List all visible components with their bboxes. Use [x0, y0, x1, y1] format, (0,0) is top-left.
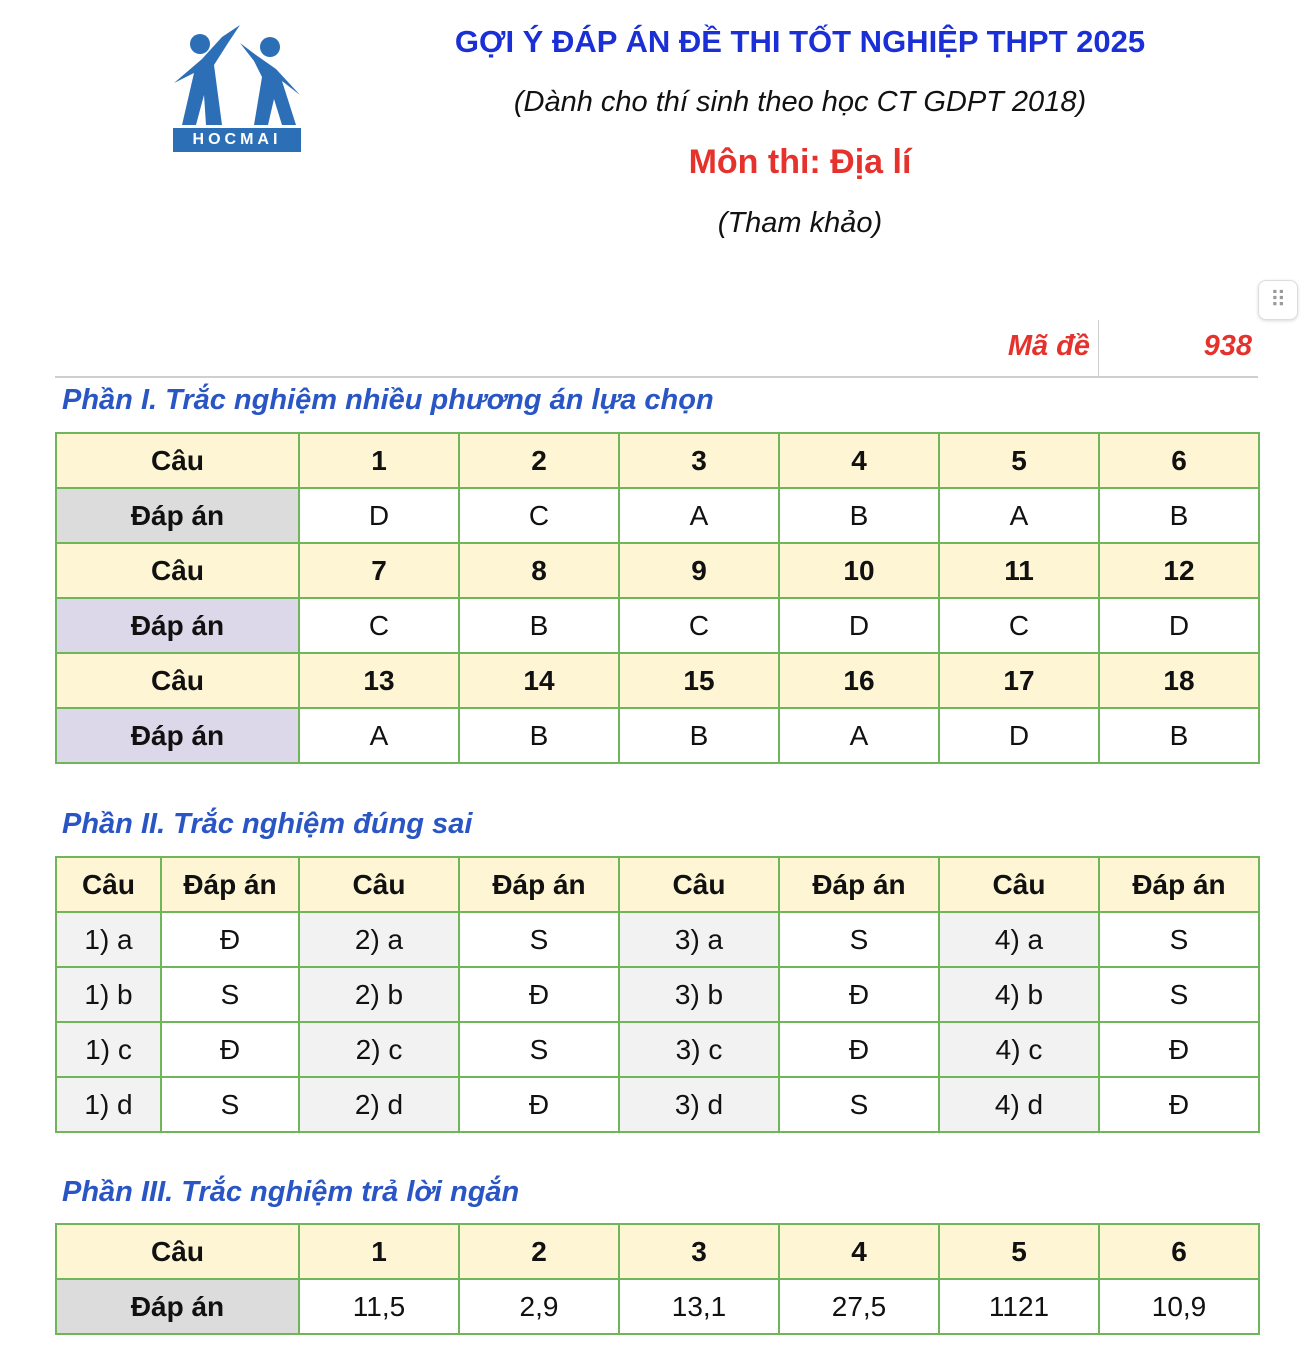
question-number: 2	[459, 433, 619, 488]
question-number: 6	[1099, 433, 1259, 488]
exam-code-row	[55, 320, 1258, 378]
header-cell: Câu	[56, 433, 299, 488]
answer-cell: Đ	[459, 1077, 619, 1132]
question-cell: 3) b	[619, 967, 779, 1022]
question-number: 5	[939, 433, 1099, 488]
answer-cell: 11,5	[299, 1279, 459, 1334]
header-cell: Câu	[56, 653, 299, 708]
answer-cell: D	[299, 488, 459, 543]
table-row	[56, 967, 1259, 1022]
answer-cell: Đ	[1099, 1022, 1259, 1077]
question-number: 3	[619, 1224, 779, 1279]
question-number: 11	[939, 543, 1099, 598]
part2-title: Phần II. Trắc nghiệm đúng sai	[62, 808, 473, 840]
answer-label: Đáp án	[56, 488, 299, 543]
header-cell: Câu	[299, 857, 459, 912]
question-cell: 4) c	[939, 1022, 1099, 1077]
answer-label: Đáp án	[56, 1279, 299, 1334]
table-row	[56, 488, 1259, 543]
question-number: 13	[299, 653, 459, 708]
answer-cell: Đ	[1099, 1077, 1259, 1132]
header-cell: Đáp án	[459, 857, 619, 912]
header-cell: Câu	[619, 857, 779, 912]
answer-cell: C	[619, 598, 779, 653]
question-number: 4	[779, 433, 939, 488]
question-cell: 1) d	[56, 1077, 161, 1132]
answer-cell: 13,1	[619, 1279, 779, 1334]
question-cell: 4) b	[939, 967, 1099, 1022]
answer-cell: B	[779, 488, 939, 543]
answer-cell: 27,5	[779, 1279, 939, 1334]
part3-title: Phần III. Trắc nghiệm trả lời ngắn	[62, 1176, 520, 1208]
answer-cell: S	[779, 912, 939, 967]
exam-code-label: Mã đề	[1007, 330, 1090, 362]
question-number: 3	[619, 433, 779, 488]
answer-label: Đáp án	[56, 598, 299, 653]
grip-dots-icon[interactable]: ⠿	[1258, 280, 1298, 320]
header-cell: Đáp án	[161, 857, 299, 912]
part1-table	[55, 432, 1260, 764]
reference-note: (Tham khảo)	[717, 207, 883, 239]
question-number: 2	[459, 1224, 619, 1279]
question-cell: 2) a	[299, 912, 459, 967]
answer-cell: A	[939, 488, 1099, 543]
header-cell: Câu	[56, 857, 161, 912]
answer-cell: S	[1099, 967, 1259, 1022]
question-cell: 1) a	[56, 912, 161, 967]
header-cell: Đáp án	[779, 857, 939, 912]
answer-cell: S	[161, 1077, 299, 1132]
table-row	[56, 543, 1259, 598]
question-number: 18	[1099, 653, 1259, 708]
question-number: 1	[299, 1224, 459, 1279]
question-number: 10	[779, 543, 939, 598]
table-row	[56, 1022, 1259, 1077]
answer-cell: A	[619, 488, 779, 543]
question-number: 14	[459, 653, 619, 708]
logo-text: HOCMAI	[173, 128, 301, 152]
header-cell: Câu	[56, 543, 299, 598]
question-number: 7	[299, 543, 459, 598]
answer-cell: A	[299, 708, 459, 763]
table-row	[56, 1279, 1259, 1334]
exam-code-value: 938	[1203, 330, 1252, 362]
answer-cell: S	[459, 1022, 619, 1077]
answer-cell: 2,9	[459, 1279, 619, 1334]
answer-cell: D	[1099, 598, 1259, 653]
table-row	[56, 1224, 1259, 1279]
answer-cell: S	[459, 912, 619, 967]
header-cell: Đáp án	[1099, 857, 1259, 912]
question-number: 8	[459, 543, 619, 598]
question-number: 15	[619, 653, 779, 708]
table-row	[56, 708, 1259, 763]
answer-cell: Đ	[779, 1022, 939, 1077]
page-subtitle: (Dành cho thí sinh theo học CT GDPT 2018)	[513, 86, 1087, 118]
table-row	[56, 653, 1259, 708]
question-cell: 4) a	[939, 912, 1099, 967]
answer-cell: 10,9	[1099, 1279, 1259, 1334]
answer-cell: B	[459, 598, 619, 653]
header-cell: Câu	[56, 1224, 299, 1279]
question-cell: 3) c	[619, 1022, 779, 1077]
divider	[1098, 320, 1099, 376]
question-number: 16	[779, 653, 939, 708]
question-number: 1	[299, 433, 459, 488]
page-title: GỢI Ý ĐÁP ÁN ĐỀ THI TỐT NGHIỆP THPT 2025	[454, 24, 1146, 59]
answer-cell: C	[299, 598, 459, 653]
answer-cell: D	[939, 708, 1099, 763]
answer-cell: Đ	[459, 967, 619, 1022]
question-number: 9	[619, 543, 779, 598]
subject-title: Môn thi: Địa lí	[688, 143, 912, 181]
table-row	[56, 433, 1259, 488]
answer-label: Đáp án	[56, 708, 299, 763]
answer-cell: B	[1099, 488, 1259, 543]
part2-table	[55, 856, 1260, 1133]
answer-cell: B	[619, 708, 779, 763]
question-number: 17	[939, 653, 1099, 708]
part1-title: Phần I. Trắc nghiệm nhiều phương án lựa chọn	[62, 384, 714, 416]
question-cell: 1) b	[56, 967, 161, 1022]
answer-cell: S	[1099, 912, 1259, 967]
hocmai-logo	[170, 25, 304, 155]
part3-table	[55, 1223, 1260, 1335]
table-row	[56, 912, 1259, 967]
answer-cell: S	[161, 967, 299, 1022]
question-cell: 3) d	[619, 1077, 779, 1132]
answer-cell: D	[779, 598, 939, 653]
answer-cell: B	[1099, 708, 1259, 763]
answer-cell: S	[779, 1077, 939, 1132]
answer-cell: A	[779, 708, 939, 763]
question-cell: 2) d	[299, 1077, 459, 1132]
question-number: 12	[1099, 543, 1259, 598]
table-row	[56, 1077, 1259, 1132]
question-number: 5	[939, 1224, 1099, 1279]
question-cell: 2) b	[299, 967, 459, 1022]
answer-cell: B	[459, 708, 619, 763]
header-cell: Câu	[939, 857, 1099, 912]
table-row	[56, 857, 1259, 912]
question-number: 4	[779, 1224, 939, 1279]
question-number: 6	[1099, 1224, 1259, 1279]
answer-cell: Đ	[779, 967, 939, 1022]
answer-cell: Đ	[161, 912, 299, 967]
answer-cell: Đ	[161, 1022, 299, 1077]
two-people-icon	[170, 25, 304, 129]
question-cell: 2) c	[299, 1022, 459, 1077]
question-cell: 4) d	[939, 1077, 1099, 1132]
answer-cell: C	[939, 598, 1099, 653]
answer-cell: 1121	[939, 1279, 1099, 1334]
table-row	[56, 598, 1259, 653]
question-cell: 3) a	[619, 912, 779, 967]
question-cell: 1) c	[56, 1022, 161, 1077]
answer-cell: C	[459, 488, 619, 543]
